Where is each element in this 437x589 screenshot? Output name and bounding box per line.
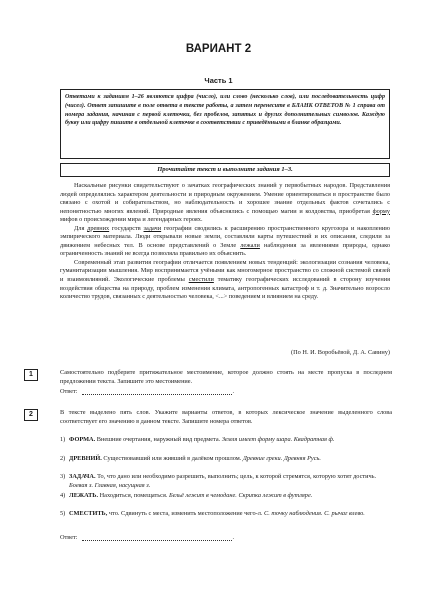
- question-1-text: Самостоятельно подберите притяжательное местоимение, которое должно стоять на месте пропуска в последнем предложении текста. Запишите это местоимение.: [60, 369, 392, 385]
- option-5: 5) СМЕСТИТЬ, что. Сдвинуть с места, изменить местоположение чего-л. С. точку наблюдения. С. рычаг влево.: [60, 510, 365, 517]
- option-2: 2) ДРЕВНИЙ. Существовавший или живший в далёком прошлом. Древние греки. Древняя Русь.: [60, 455, 321, 462]
- answer-field[interactable]: [82, 534, 232, 541]
- question-2-number: 2: [24, 409, 38, 421]
- highlighted-word-zadachi: задачи: [143, 224, 162, 232]
- question-1-answer: Ответ: .: [60, 388, 235, 395]
- highlighted-word-forma: форму: [372, 207, 390, 215]
- answer-field[interactable]: [82, 388, 232, 395]
- answer-label: Ответ:: [60, 388, 78, 395]
- text-source: (По Н. И. Воробьёвой, Д. А. Савину): [291, 349, 390, 356]
- text-paragraph-3: Современный этап развития географии отличается появлением новых тенденций: экологизации сознания человека, гуманитаризации мышления. Мир воспринимается учёными как многомерное пространство со сложной системой связей и взаимовлияний. Экологические проблемы сместили тематику географических исследований в сторону изучения воздействия общества на природу, проблем изменения климата, антропогенных катастроф и т. д. Значительно возросло количество трудов, связанных с деятельностью человека, <...> поведением и влиянием на среду.: [60, 258, 390, 301]
- part-title: Часть 1: [204, 76, 233, 85]
- instructions-box: Ответами к заданиям 1–26 являются цифра (число), или слово (несколько слов), или последовательность цифр (чисел). Ответ запишите в поле ответа в тексте работы, а затем перенесите в БЛАНК ОТВЕТОВ № 1 справа от номера задания, начиная с первой клеточки, без пробелов, запятых и других дополнительных символов. Каждую букву или цифру пишите в отдельной клеточке в соответствии с приведёнными в бланке образцами.: [60, 89, 390, 159]
- reading-text: [60, 182, 390, 302]
- variant-title: ВАРИАНТ 2: [185, 43, 252, 55]
- option-3: 3) ЗАДАЧА. То, что дано или необходимо разрешить, выполнить; цель, к которой стремятся, которую хотят достичь. Боевая з. Главная, насущная з.: [60, 473, 377, 489]
- highlighted-word-smestili: сместили: [188, 276, 214, 284]
- highlighted-word-lezhali: лежали: [240, 241, 260, 249]
- option-1: 1) ФОРМА. Внешние очертания, наружный вид предмета. Земля имеет форму шара. Квадратная ф.: [60, 436, 335, 443]
- answer-label: Ответ:: [60, 534, 78, 541]
- option-4: 4) ЛЕЖАТЬ. Находиться, помещаться. Бельё лежит в чемодане. Скрипка лежит в футляре.: [60, 492, 313, 499]
- question-1-number: 1: [24, 369, 38, 381]
- highlighted-word-drevnih: древних: [87, 224, 110, 232]
- text-paragraph-1: Наскальные рисунки свидетельствуют о зачатках географических знаний у первобытных народов. Представления людей определялись характером деятельности и природным окружением. Умение ориентироваться в пространстве было связано с охотой и собирательством, но наблюдательность и хорошее знание отдельных фактов сочетались с непонятностью многих явлений. Природные явления объяснялись с помощью магии и колдовства, приобретая форму мифов о происхождении мира и легендарных героях.: [60, 182, 390, 224]
- question-2-text: В тексте выделено пять слов. Укажите варианты ответов, в которых лексическое значение выделенного слова соответствует его значению в данном тексте. Запишите номера ответов.: [60, 409, 392, 425]
- question-2-answer: Ответ: .: [60, 534, 235, 541]
- task-heading: Прочитайте текст и выполните задания 1–3.: [60, 163, 390, 177]
- text-paragraph-2: Для древних государств задачи географии сводились к расширению пространственного кругозора и накоплению эмпирического материала. Люди открывали новые земли, составляли карты путешествий и их описания, следили за движением небесных тел. В основе представлений о Земле лежали наблюдения за явлениями природы, однако ограниченность знаний не всегда позволяла правильно их объяснить.: [60, 224, 391, 258]
